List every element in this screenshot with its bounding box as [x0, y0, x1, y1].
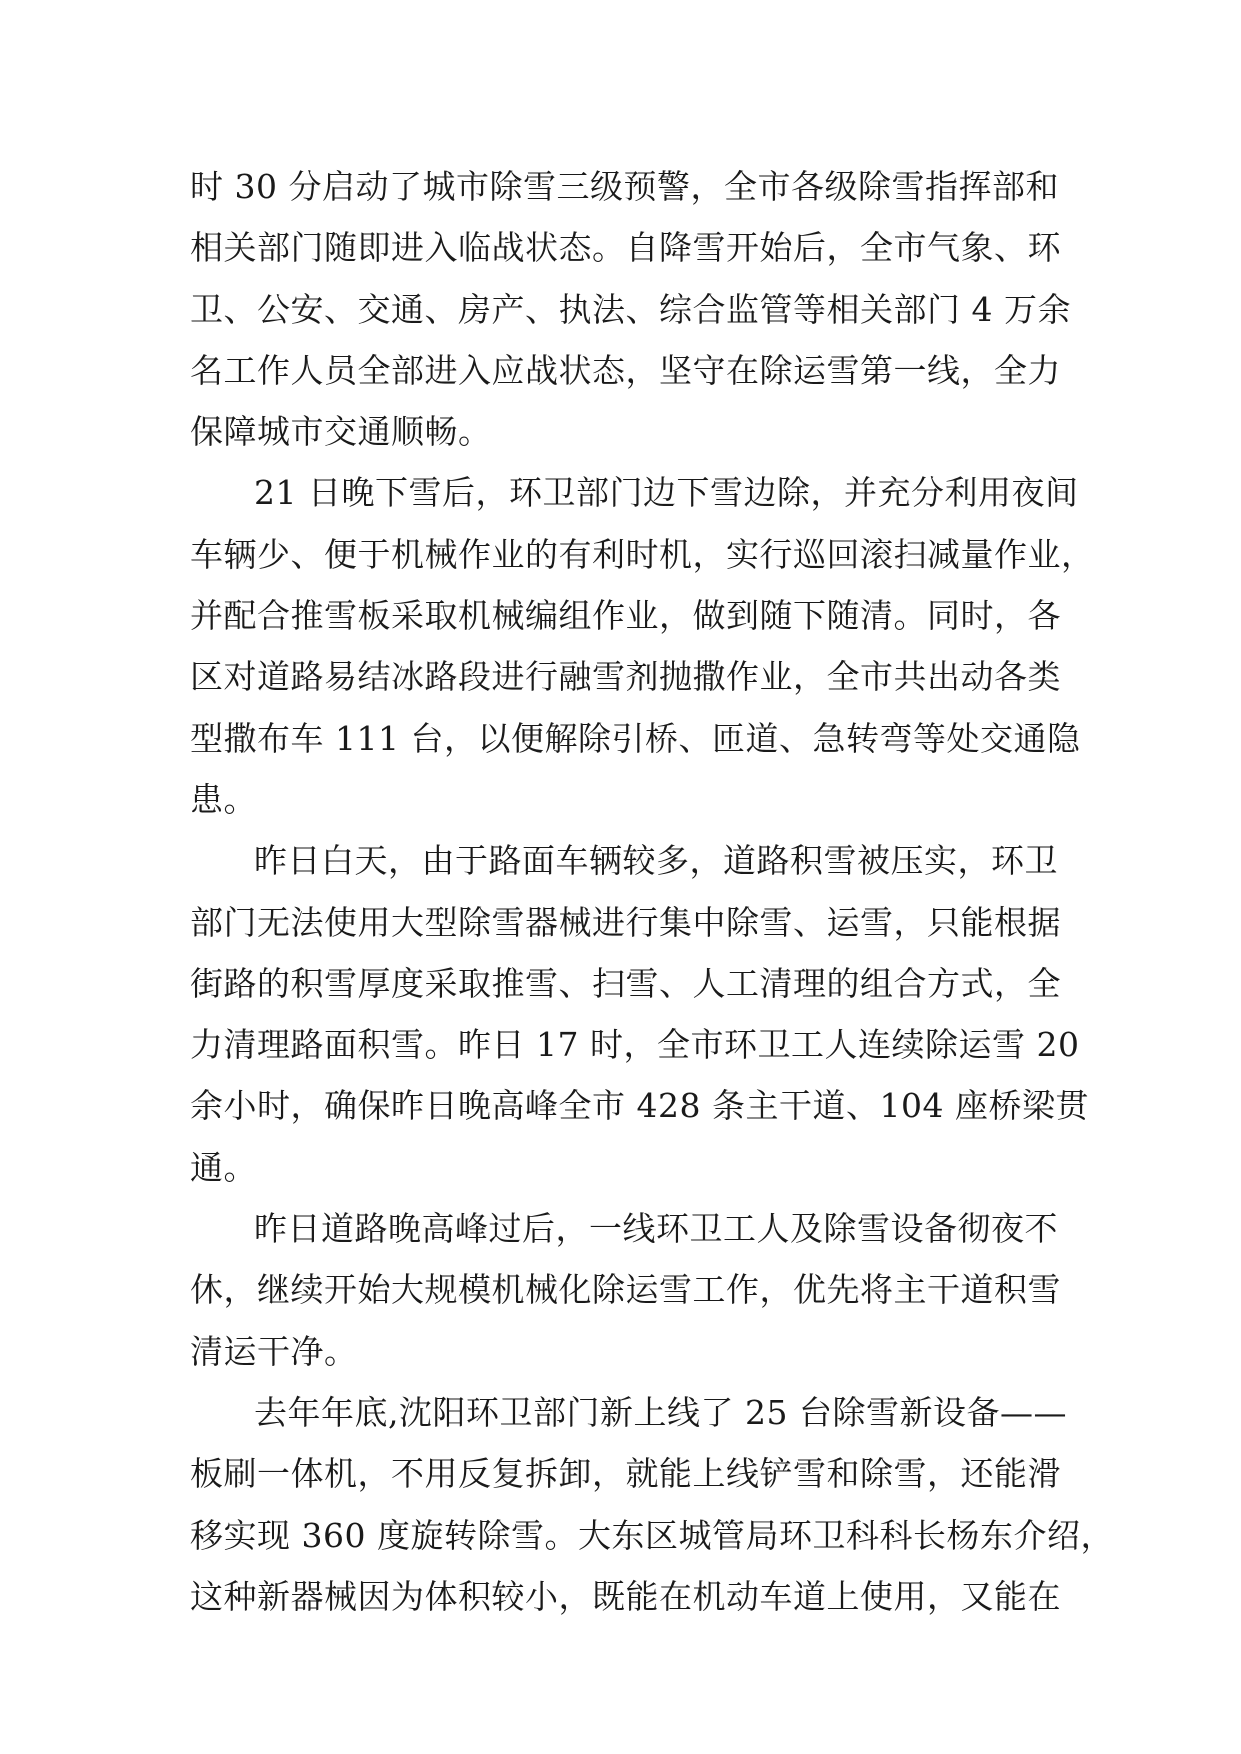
text-line: 名工作人员全部进入应战状态，坚守在除运雪第一线，全力 — [190, 350, 1061, 390]
text-line: 患。 — [190, 779, 257, 819]
paragraph-4 — [190, 1198, 1061, 1382]
text-line: 时 30 分启动了城市除雪三级预警，全市各级除雪指挥部和 — [190, 167, 1059, 206]
text-line: 余小时，确保昨日晚高峰全市 428 条主干道、104 座桥梁贯 — [190, 1086, 1089, 1126]
text-line: 昨日白天，由于路面车辆较多，道路积雪被压实，环卫 — [254, 841, 1058, 881]
text-line: 休，继续开始大规模机械化除运雪工作，优先将主干道积雪 — [190, 1270, 1061, 1310]
text-line: 区对道路易结冰路段进行融雪剂抛撒作业，全市共出动各类 — [190, 657, 1061, 697]
text-line: 板刷一体机，不用反复拆卸，就能上线铲雪和除雪，还能滑 — [190, 1454, 1061, 1494]
paragraph-2 — [190, 462, 1095, 830]
text-line: 去年年底,沈阳环卫部门新上线了 25 台除雪新设备—— — [254, 1392, 1067, 1432]
paragraph-5 — [190, 1382, 1114, 1627]
text-line: 力清理路面积雪。昨日 17 时，全市环卫工人连续除运雪 20 — [190, 1025, 1080, 1065]
paragraph-1 — [190, 156, 1071, 462]
text-line: 这种新器械因为体积较小，既能在机动车道上使用，又能在 — [190, 1576, 1061, 1616]
text-line: 部门无法使用大型除雪器械进行集中除雪、运雪，只能根据 — [190, 902, 1061, 942]
text-line: 保障城市交通顺畅。 — [190, 412, 492, 452]
text-line: 相关部门随即进入临战状态。自降雪开始后，全市气象、环 — [190, 228, 1061, 268]
text-line: 街路的积雪厚度采取推雪、扫雪、人工清理的组合方式，全 — [190, 963, 1061, 1003]
text-line: 型撒布车 111 台，以便解除引桥、匝道、急转弯等处交通隐 — [190, 718, 1081, 758]
paragraph-3 — [190, 830, 1089, 1198]
text-line: 移实现 360 度旋转除雪。大东区城管局环卫科科长杨东介绍， — [190, 1515, 1114, 1555]
text-line: 昨日道路晚高峰过后，一线环卫工人及除雪设备彻夜不 — [254, 1209, 1058, 1249]
text-line: 21 日晚下雪后，环卫部门边下雪边除，并充分利用夜间 — [254, 473, 1079, 513]
text-line: 通。 — [190, 1147, 257, 1187]
text-line: 清运干净。 — [190, 1331, 358, 1371]
text-line: 卫、公安、交通、房产、执法、综合监管等相关部门 4 万余 — [190, 289, 1071, 329]
text-line: 车辆少、便于机械作业的有利时机，实行巡回滚扫减量作业， — [190, 534, 1095, 574]
body-text — [190, 156, 1114, 1627]
text-line: 并配合推雪板采取机械编组作业，做到随下随清。同时，各 — [190, 596, 1061, 636]
